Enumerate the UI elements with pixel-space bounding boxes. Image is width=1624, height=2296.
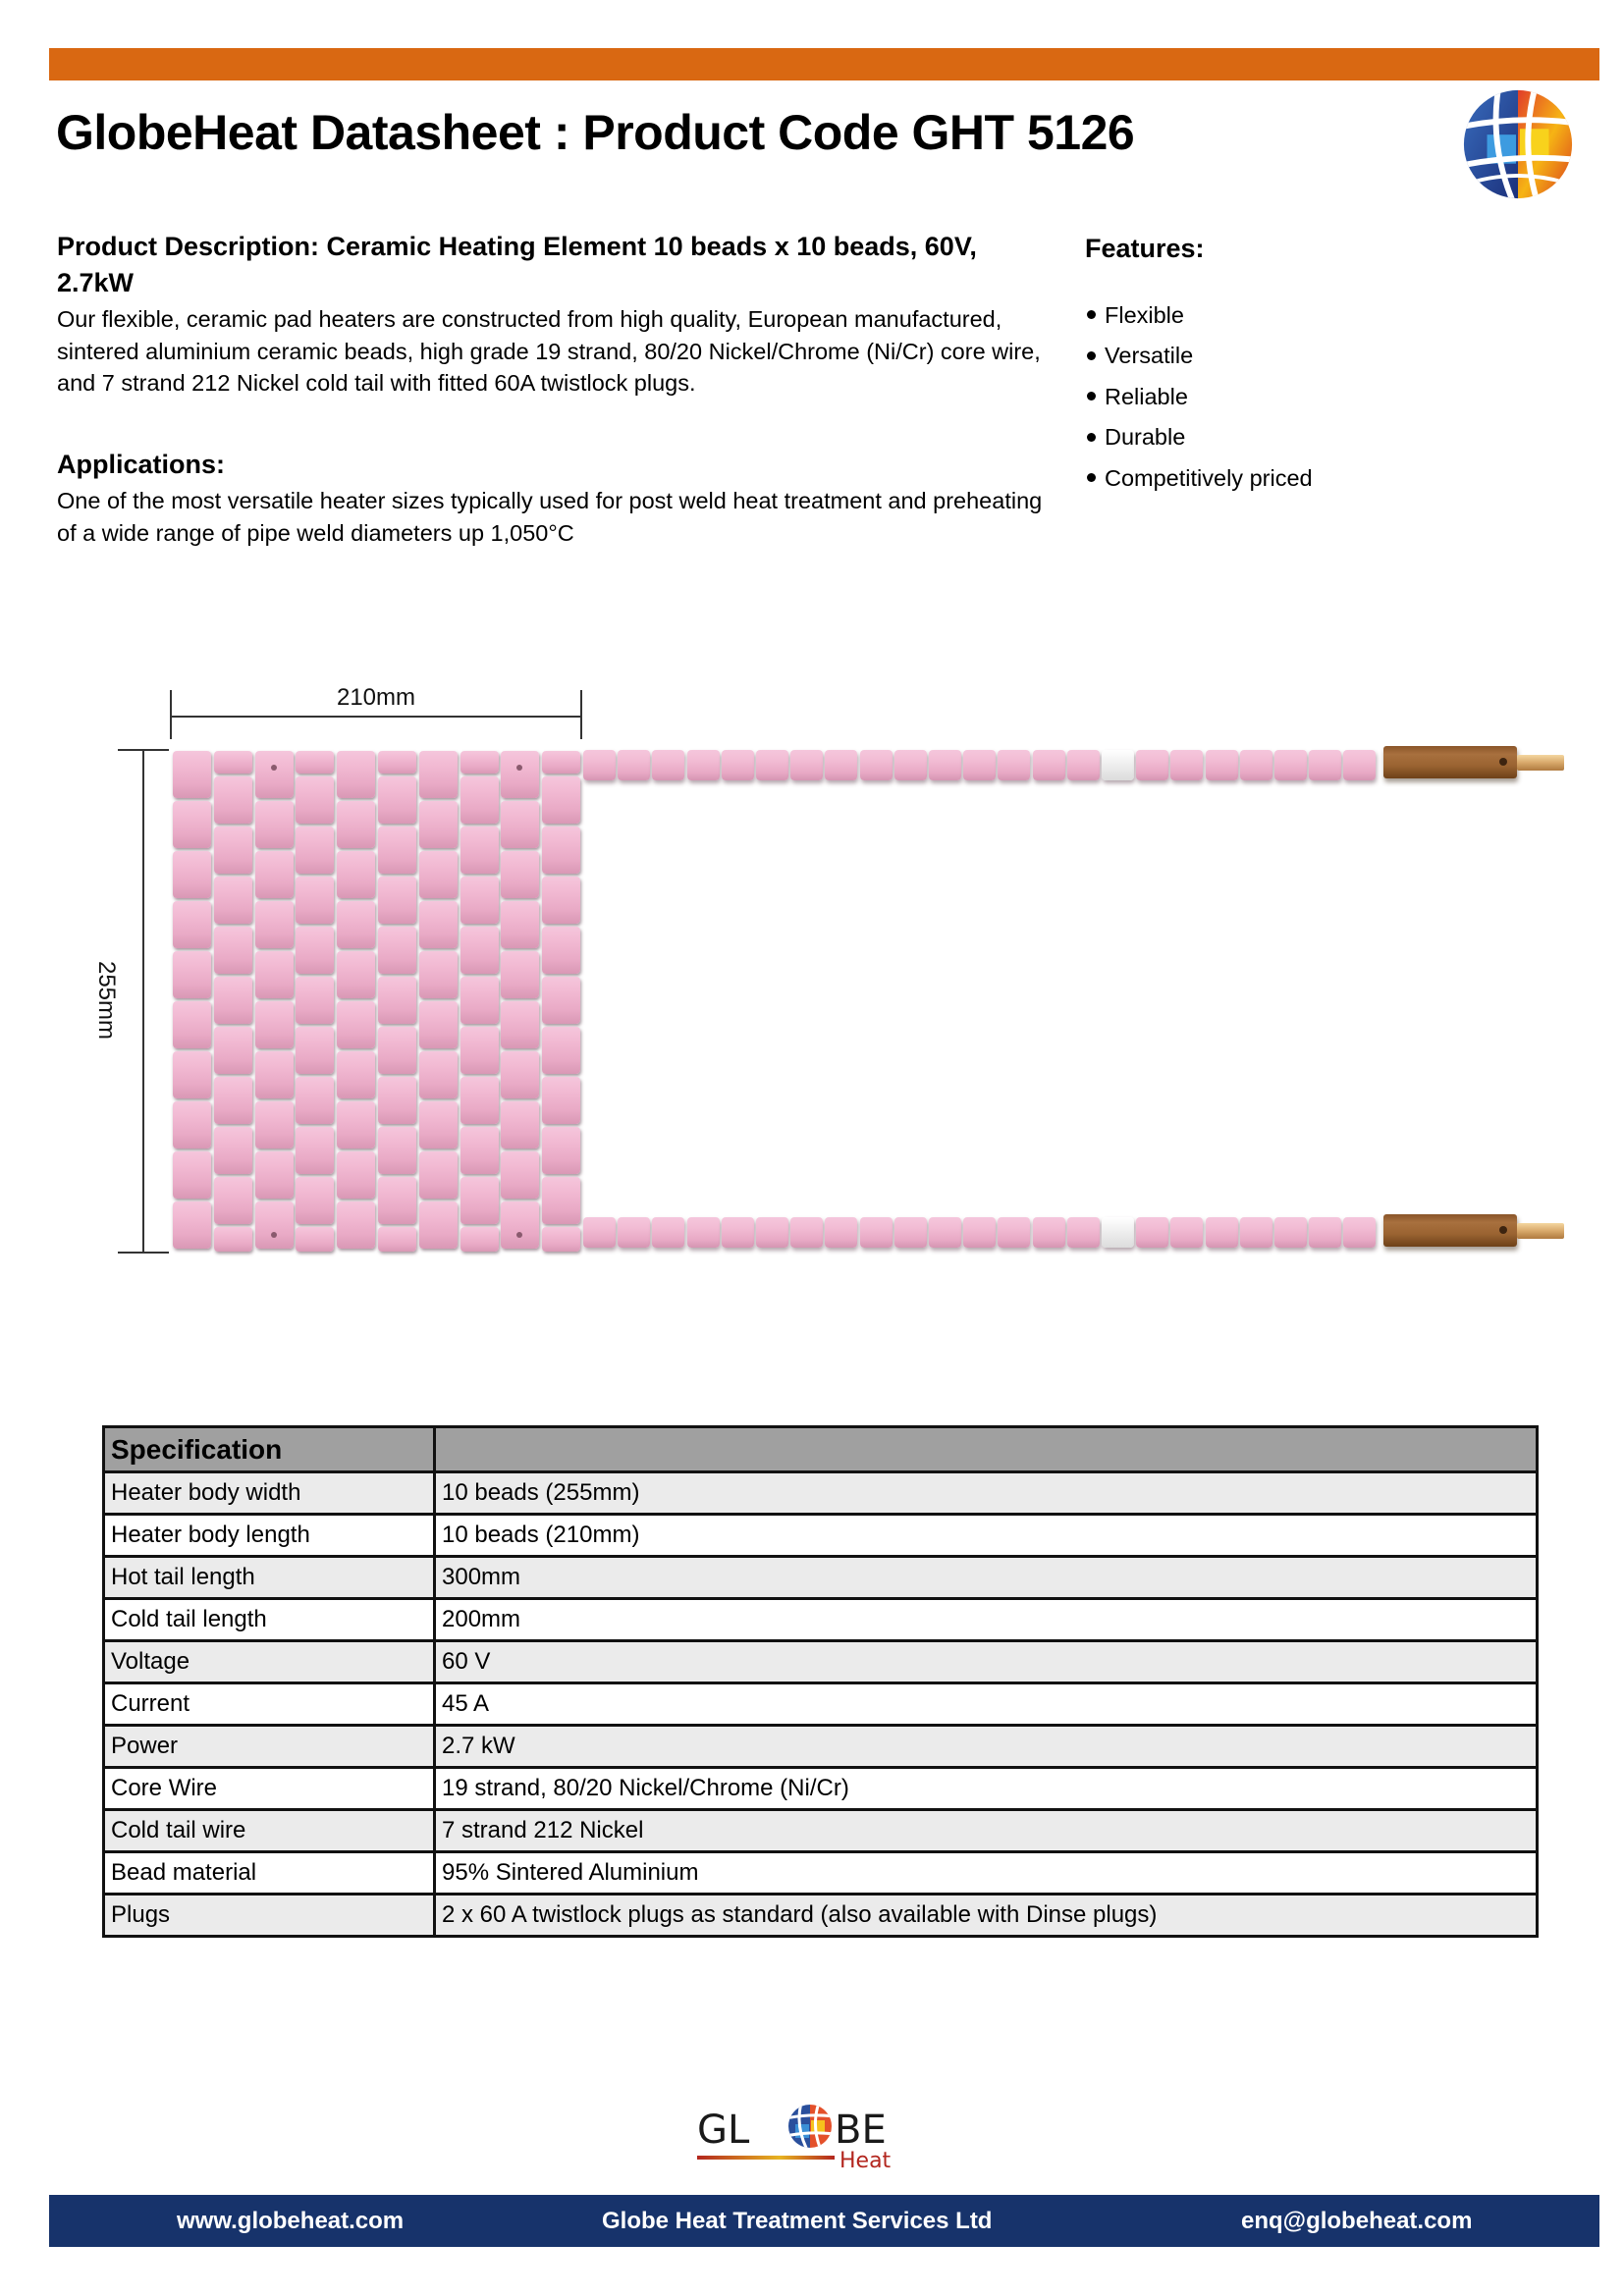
- footer-company-name: Globe Heat Treatment Services Ltd: [602, 2208, 993, 2234]
- ceramic-bead: [542, 1077, 580, 1124]
- spec-label: Voltage: [104, 1641, 435, 1683]
- table-row: [104, 1852, 1538, 1895]
- bullet-icon: [1087, 392, 1096, 400]
- tail-bead: [998, 750, 1030, 780]
- ceramic-bead: [378, 1077, 416, 1124]
- rivet-icon: [271, 1232, 277, 1238]
- ceramic-bead: [214, 877, 252, 924]
- ceramic-bead: [460, 1077, 499, 1124]
- tail-bead: [1170, 1217, 1203, 1248]
- tail-bead: [756, 1217, 788, 1248]
- width-dimension-label: 210mm: [336, 684, 416, 711]
- ceramic-bead: [214, 927, 252, 974]
- ceramic-bead: [501, 901, 539, 948]
- ceramic-bead: [501, 1001, 539, 1048]
- ceramic-bead: [542, 827, 580, 874]
- tail-bead: [618, 750, 650, 780]
- table-row: [104, 1599, 1538, 1641]
- table-row: [104, 1515, 1538, 1557]
- tail-bead: [1033, 1217, 1065, 1248]
- tail-bead: [652, 750, 684, 780]
- ceramic-bead: [501, 1101, 539, 1148]
- ceramic-bead: [419, 901, 458, 948]
- ceramic-bead: [296, 977, 334, 1024]
- ceramic-bead: [296, 751, 334, 774]
- tail-bead: [860, 750, 893, 780]
- ceramic-bead: [255, 1201, 294, 1249]
- ceramic-bead: [173, 1001, 211, 1048]
- ceramic-bead: [542, 1027, 580, 1074]
- applications-body: One of the most versatile heater sizes typically used for post weld heat treatment and preheating of a wide range of pipe weld diameters up 1,050°C: [57, 488, 1043, 546]
- features-list: [1085, 294, 1313, 499]
- tail-top: [583, 750, 1388, 780]
- table-row: [104, 1726, 1538, 1768]
- plug-pin-top: [1517, 755, 1564, 771]
- feature-item: Durable: [1085, 417, 1313, 458]
- ceramic-bead: [173, 751, 211, 798]
- ceramic-bead: [337, 1051, 375, 1098]
- ceramic-bead: [337, 1151, 375, 1199]
- width-dimension-tick: [580, 690, 582, 739]
- ceramic-bead: [501, 751, 539, 798]
- ceramic-bead: [296, 877, 334, 924]
- table-row: [104, 1683, 1538, 1726]
- bead-column: [501, 751, 539, 1252]
- spec-label: Heater body length: [104, 1515, 435, 1557]
- ceramic-bead: [378, 877, 416, 924]
- ceramic-bead: [460, 877, 499, 924]
- ceramic-bead: [296, 1177, 334, 1224]
- tail-bead: [1206, 750, 1238, 780]
- ceramic-bead: [419, 801, 458, 848]
- ceramic-bead: [173, 851, 211, 898]
- ceramic-bead: [255, 1101, 294, 1148]
- tail-bead: [618, 1217, 650, 1248]
- spec-value: 2 x 60 A twistlock plugs as standard (also available with Dinse plugs): [435, 1895, 1538, 1937]
- ceramic-bead: [419, 1151, 458, 1199]
- tail-bead: [1067, 750, 1100, 780]
- spec-header-value: [435, 1427, 1538, 1472]
- ceramic-bead: [542, 1177, 580, 1224]
- ceramic-bead: [173, 801, 211, 848]
- product-description-heading: Product Description: Ceramic Heating Element 10 beads x 10 beads, 60V, 2.7kW: [57, 232, 977, 297]
- spec-label: Heater body width: [104, 1472, 435, 1515]
- footer-bar: [49, 2195, 1599, 2247]
- ceramic-bead: [337, 1101, 375, 1148]
- insulator-bead: [1102, 750, 1134, 780]
- bullet-icon: [1087, 473, 1096, 482]
- spec-value: 60 V: [435, 1641, 1538, 1683]
- spec-label: Plugs: [104, 1895, 435, 1937]
- spec-label: Bead material: [104, 1852, 435, 1895]
- ceramic-bead: [255, 1001, 294, 1048]
- ceramic-bead: [173, 1151, 211, 1199]
- ceramic-bead: [255, 901, 294, 948]
- ceramic-bead: [378, 927, 416, 974]
- tail-bead: [1170, 750, 1203, 780]
- ceramic-bead: [337, 951, 375, 998]
- ceramic-bead: [542, 776, 580, 824]
- height-dimension-label: 255mm: [93, 960, 120, 1041]
- ceramic-bead: [501, 851, 539, 898]
- svg-text:Heat: Heat: [839, 2149, 892, 2173]
- spec-header-label: Specification: [104, 1427, 435, 1472]
- spec-label: Cold tail length: [104, 1599, 435, 1641]
- tail-bead: [825, 750, 857, 780]
- tail-bead: [929, 750, 961, 780]
- plug-hole-icon: [1499, 758, 1507, 766]
- ceramic-bead: [460, 1127, 499, 1174]
- ceramic-bead: [255, 851, 294, 898]
- ceramic-bead: [542, 751, 580, 774]
- tail-bead: [894, 750, 927, 780]
- ceramic-bead: [501, 1151, 539, 1199]
- tail-bead: [790, 750, 823, 780]
- ceramic-bead: [255, 801, 294, 848]
- tail-bottom: [583, 1217, 1388, 1248]
- tail-bead: [1240, 1217, 1272, 1248]
- tail-bead: [1274, 750, 1307, 780]
- ceramic-bead: [255, 751, 294, 798]
- table-row: [104, 1895, 1538, 1937]
- ceramic-bead: [214, 1127, 252, 1174]
- ceramic-bead: [460, 1027, 499, 1074]
- ceramic-bead: [378, 827, 416, 874]
- tail-bead: [722, 750, 754, 780]
- ceramic-bead: [378, 1127, 416, 1174]
- ceramic-bead: [419, 1051, 458, 1098]
- plug-bottom: [1383, 1214, 1517, 1247]
- tail-bead: [1240, 750, 1272, 780]
- spec-value: 95% Sintered Aluminium: [435, 1852, 1538, 1895]
- ceramic-bead: [378, 977, 416, 1024]
- tail-bead: [963, 750, 996, 780]
- ceramic-bead: [419, 1101, 458, 1148]
- spec-value: 19 strand, 80/20 Nickel/Chrome (Ni/Cr): [435, 1768, 1538, 1810]
- footer-email-link[interactable]: enq@globeheat.com: [1241, 2208, 1473, 2234]
- ceramic-bead: [460, 827, 499, 874]
- ceramic-bead: [460, 776, 499, 824]
- tail-bead: [1343, 1217, 1376, 1248]
- features-heading: Features:: [1085, 234, 1205, 263]
- table-row: [104, 1472, 1538, 1515]
- plug-pin-bottom: [1517, 1223, 1564, 1239]
- height-dimension-line: [142, 749, 144, 1252]
- table-row: [104, 1557, 1538, 1599]
- globeheat-logo: [687, 2089, 943, 2177]
- tail-bead: [722, 1217, 754, 1248]
- ceramic-bead: [296, 1027, 334, 1074]
- specification-table: [102, 1425, 1539, 1938]
- spec-label: Power: [104, 1726, 435, 1768]
- ceramic-bead: [296, 1127, 334, 1174]
- ceramic-bead: [419, 1201, 458, 1249]
- ceramic-bead: [337, 901, 375, 948]
- tail-bead: [583, 750, 616, 780]
- ceramic-bead: [296, 827, 334, 874]
- ceramic-bead: [337, 751, 375, 798]
- bead-column: [214, 751, 252, 1252]
- tail-bead: [687, 1217, 720, 1248]
- ceramic-bead: [542, 927, 580, 974]
- ceramic-bead: [460, 977, 499, 1024]
- bead-column: [378, 751, 416, 1252]
- rivet-icon: [271, 765, 277, 771]
- ceramic-bead: [173, 1051, 211, 1098]
- ceramic-bead-pad: [173, 751, 583, 1252]
- tail-bead: [1274, 1217, 1307, 1248]
- ceramic-bead: [501, 951, 539, 998]
- spec-label: Core Wire: [104, 1768, 435, 1810]
- bead-column: [460, 751, 499, 1252]
- ceramic-bead: [419, 751, 458, 798]
- feature-item: Flexible: [1085, 294, 1313, 336]
- tail-bead: [1033, 750, 1065, 780]
- table-row: [104, 1810, 1538, 1852]
- bead-column: [255, 751, 294, 1252]
- width-dimension-tick: [170, 690, 172, 739]
- width-dimension-line: [171, 716, 581, 718]
- tail-bead: [1136, 750, 1168, 780]
- tail-bead: [1309, 750, 1341, 780]
- tail-bead: [790, 1217, 823, 1248]
- ceramic-bead: [173, 1201, 211, 1249]
- spec-label: Cold tail wire: [104, 1810, 435, 1852]
- spec-label: Current: [104, 1683, 435, 1726]
- ceramic-bead: [378, 1177, 416, 1224]
- ceramic-bead: [214, 1177, 252, 1224]
- svg-text:BE: BE: [835, 2108, 887, 2153]
- ceramic-bead: [173, 951, 211, 998]
- plug-hole-icon: [1499, 1226, 1507, 1234]
- ceramic-bead: [337, 1201, 375, 1249]
- bead-column: [419, 751, 458, 1252]
- tail-bead: [583, 1217, 616, 1248]
- ceramic-bead: [337, 801, 375, 848]
- ceramic-bead: [542, 877, 580, 924]
- product-description-body: Our flexible, ceramic pad heaters are constructed from high quality, European manufactured, sintered aluminium ceramic beads, high grade 19 strand, 80/20 Nickel/Chrome (Ni/Cr) core wire, and 7 strand 212 Nickel cold tail with fitted 60A twistlock plugs.: [57, 306, 1041, 396]
- bead-column: [337, 751, 375, 1252]
- ceramic-bead: [214, 751, 252, 774]
- spec-value: 10 beads (210mm): [435, 1515, 1538, 1557]
- ceramic-bead: [501, 1201, 539, 1249]
- ceramic-bead: [214, 827, 252, 874]
- ceramic-bead: [460, 751, 499, 774]
- bead-column: [542, 751, 580, 1252]
- height-dimension-tick: [118, 749, 169, 751]
- tail-bead: [1206, 1217, 1238, 1248]
- ceramic-bead: [214, 977, 252, 1024]
- ceramic-bead: [296, 927, 334, 974]
- ceramic-bead: [214, 1027, 252, 1074]
- globe-icon: [1460, 86, 1576, 202]
- plug-top: [1383, 746, 1517, 778]
- ceramic-bead: [214, 776, 252, 824]
- ceramic-bead: [501, 801, 539, 848]
- spec-value: 300mm: [435, 1557, 1538, 1599]
- ceramic-bead: [378, 751, 416, 774]
- spec-value: 2.7 kW: [435, 1726, 1538, 1768]
- spec-value: 45 A: [435, 1683, 1538, 1726]
- ceramic-bead: [173, 901, 211, 948]
- table-row: [104, 1641, 1538, 1683]
- ceramic-bead: [378, 776, 416, 824]
- ceramic-bead: [255, 1051, 294, 1098]
- spec-value: 10 beads (255mm): [435, 1472, 1538, 1515]
- ceramic-bead: [214, 1227, 252, 1253]
- ceramic-bead: [337, 851, 375, 898]
- bullet-icon: [1087, 433, 1096, 442]
- ceramic-bead: [296, 1077, 334, 1124]
- bead-column: [296, 751, 334, 1252]
- applications-heading: Applications:: [57, 450, 226, 479]
- table-header-row: [104, 1427, 1538, 1472]
- tail-bead: [1136, 1217, 1168, 1248]
- ceramic-bead: [296, 776, 334, 824]
- svg-text:GL: GL: [697, 2108, 750, 2153]
- ceramic-bead: [460, 927, 499, 974]
- ceramic-bead: [501, 1051, 539, 1098]
- height-dimension-tick: [118, 1252, 169, 1254]
- tail-bead: [756, 750, 788, 780]
- insulator-bead: [1102, 1217, 1134, 1248]
- ceramic-bead: [542, 1127, 580, 1174]
- tail-bead: [1309, 1217, 1341, 1248]
- ceramic-bead: [378, 1227, 416, 1253]
- feature-item: Versatile: [1085, 336, 1313, 377]
- bullet-icon: [1087, 351, 1096, 360]
- ceramic-bead: [255, 1151, 294, 1199]
- ceramic-bead: [419, 1001, 458, 1048]
- ceramic-bead: [460, 1177, 499, 1224]
- tail-bead: [1343, 750, 1376, 780]
- ceramic-bead: [542, 977, 580, 1024]
- ceramic-bead: [337, 1001, 375, 1048]
- footer-website-link[interactable]: www.globeheat.com: [177, 2208, 405, 2234]
- tail-bead: [825, 1217, 857, 1248]
- feature-item: Reliable: [1085, 376, 1313, 417]
- ceramic-bead: [296, 1227, 334, 1253]
- ceramic-bead: [255, 951, 294, 998]
- tail-bead: [860, 1217, 893, 1248]
- ceramic-bead: [419, 851, 458, 898]
- tail-bead: [963, 1217, 996, 1248]
- top-accent-bar: [49, 48, 1599, 80]
- page-title: GlobeHeat Datasheet : Product Code GHT 5126: [56, 105, 1135, 160]
- globe-icon: [785, 2103, 838, 2152]
- ceramic-bead: [460, 1227, 499, 1253]
- ceramic-bead: [419, 951, 458, 998]
- tail-bead: [894, 1217, 927, 1248]
- spec-value: 7 strand 212 Nickel: [435, 1810, 1538, 1852]
- ceramic-bead: [214, 1077, 252, 1124]
- ceramic-bead: [378, 1027, 416, 1074]
- feature-item: Competitively priced: [1085, 457, 1313, 499]
- spec-label: Hot tail length: [104, 1557, 435, 1599]
- tail-bead: [652, 1217, 684, 1248]
- tail-bead: [998, 1217, 1030, 1248]
- bead-column: [173, 751, 211, 1252]
- spec-value: 200mm: [435, 1599, 1538, 1641]
- bullet-icon: [1087, 310, 1096, 319]
- tail-bead: [929, 1217, 961, 1248]
- ceramic-bead: [173, 1101, 211, 1148]
- tail-bead: [1067, 1217, 1100, 1248]
- tail-bead: [687, 750, 720, 780]
- table-row: [104, 1768, 1538, 1810]
- ceramic-bead: [542, 1227, 580, 1253]
